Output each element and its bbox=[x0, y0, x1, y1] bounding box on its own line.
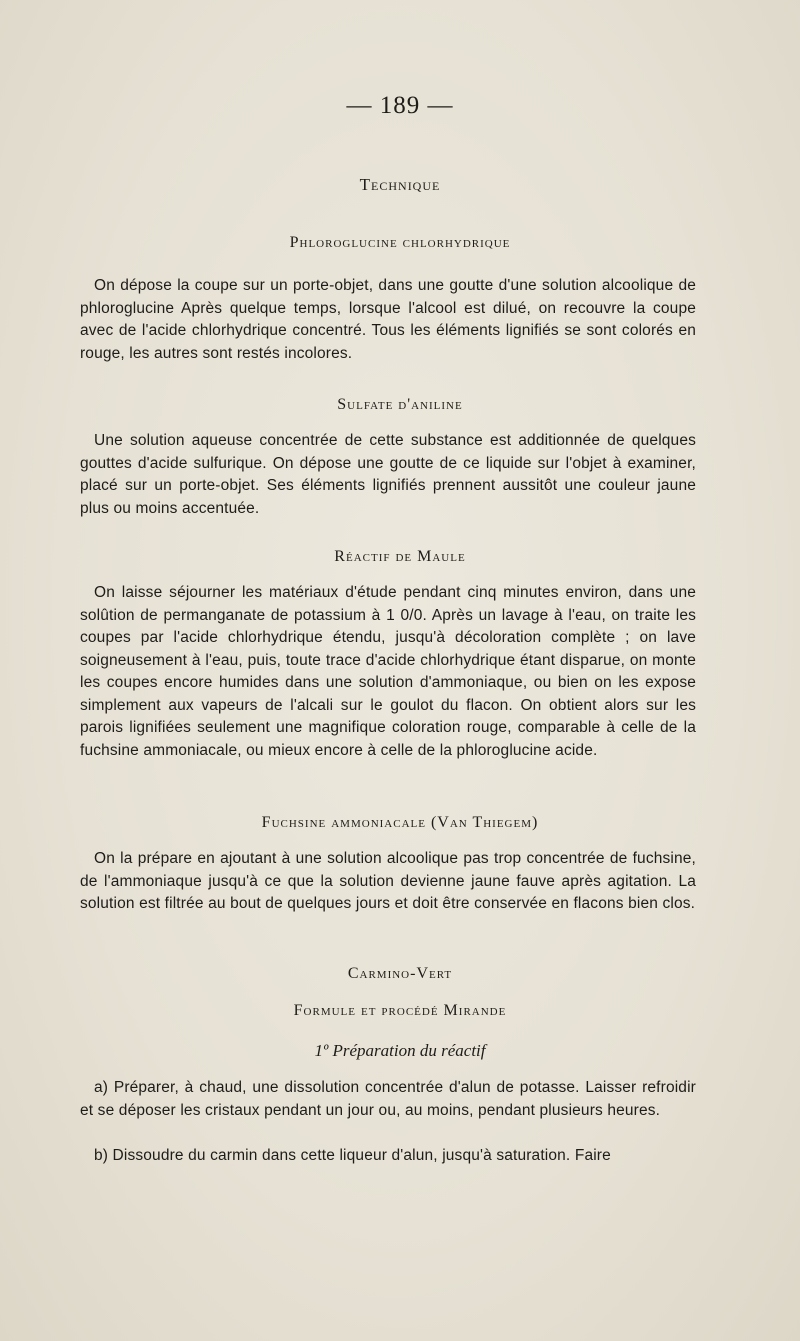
paragraph-fuchsine: On la prépare en ajoutant à une solution alcoolique pas trop concentrée de fuchsine, de l'ammoniaque jusqu'à ce que la solution devienne jaune fauve après agitation. La solution est filtrée au bout de quelques jours et doit être conservée en flacons bien clos. bbox=[80, 850, 696, 912]
heading-reactif-maule: Réactif de Maule bbox=[334, 548, 466, 565]
paragraph-sulfate-aniline: Une solution aqueuse concentrée de cette substance est additionnée de quelques gouttes d'acide sulfurique. On dépose une goutte de ce liquide sur l'objet à examiner, placé sur un porte-objet. Ses éléments lignifiés prennent aussitôt une couleur jaune plus ou moins accentuée. bbox=[80, 432, 696, 517]
heading-carmino-vert: Carmino-Vert bbox=[347, 965, 453, 982]
heading-fuchsine: Fuchsine ammoniacale (Van Thiegem) bbox=[261, 814, 539, 831]
subheading-mirande: Formule et procédé Mirande bbox=[293, 1002, 507, 1019]
heading-phloroglucine: Phloroglucine chlorhydrique bbox=[289, 234, 511, 251]
heading-sulfate-aniline: Sulfate d'aniline bbox=[337, 396, 463, 413]
paragraph-reactif-maule: On laisse séjourner les matériaux d'étude pendant cinq minutes environ, dans une solûtion de permanganate de potassium à 1 0/0. Après un lavage à l'eau, on traite les coupes par l'acide chlorhydrique étendu, jusqu'à décoloration complète ; on lave soigneusement à l'eau, puis, toute trace d'acide chlorhydrique étant disparue, on monte les coupes encore humides dans une solution d'ammoniaque, ou bien on les expose simplement aux vapeurs de l'alcali sur le goulot du flacon. On obtient alors sur les parois lignifiées seulement une magnifique coloration rouge, comparable à celle de la fuchsine ammoniacale, ou mieux encore à celle de la phloroglucine acide. bbox=[80, 584, 696, 759]
section-title: Technique bbox=[359, 175, 441, 194]
page-number: — 189 — bbox=[346, 92, 454, 119]
step-title: 1º Préparation du réactif bbox=[314, 1041, 486, 1060]
item-b: b) Dissoudre du carmin dans cette liqueur d'alun, jusqu'à saturation. Faire bbox=[94, 1147, 611, 1164]
paragraph-phloroglucine: On dépose la coupe sur un porte-objet, dans une goutte d'une solution alcoolique de phloroglucine Après quelque temps, lorsque l'alcool est dilué, on recouvre la coupe avec de l'acide chlorhydrique concentré. Tous les éléments lignifiés se sont colorés en rouge, les autres sont restés incolores. bbox=[80, 277, 696, 362]
item-a: a) Préparer, à chaud, une dissolution concentrée d'alun de potasse. Laisser refroidir et se déposer les cristaux pendant un jour ou, au moins, pendant plusieurs heures. bbox=[80, 1079, 696, 1119]
